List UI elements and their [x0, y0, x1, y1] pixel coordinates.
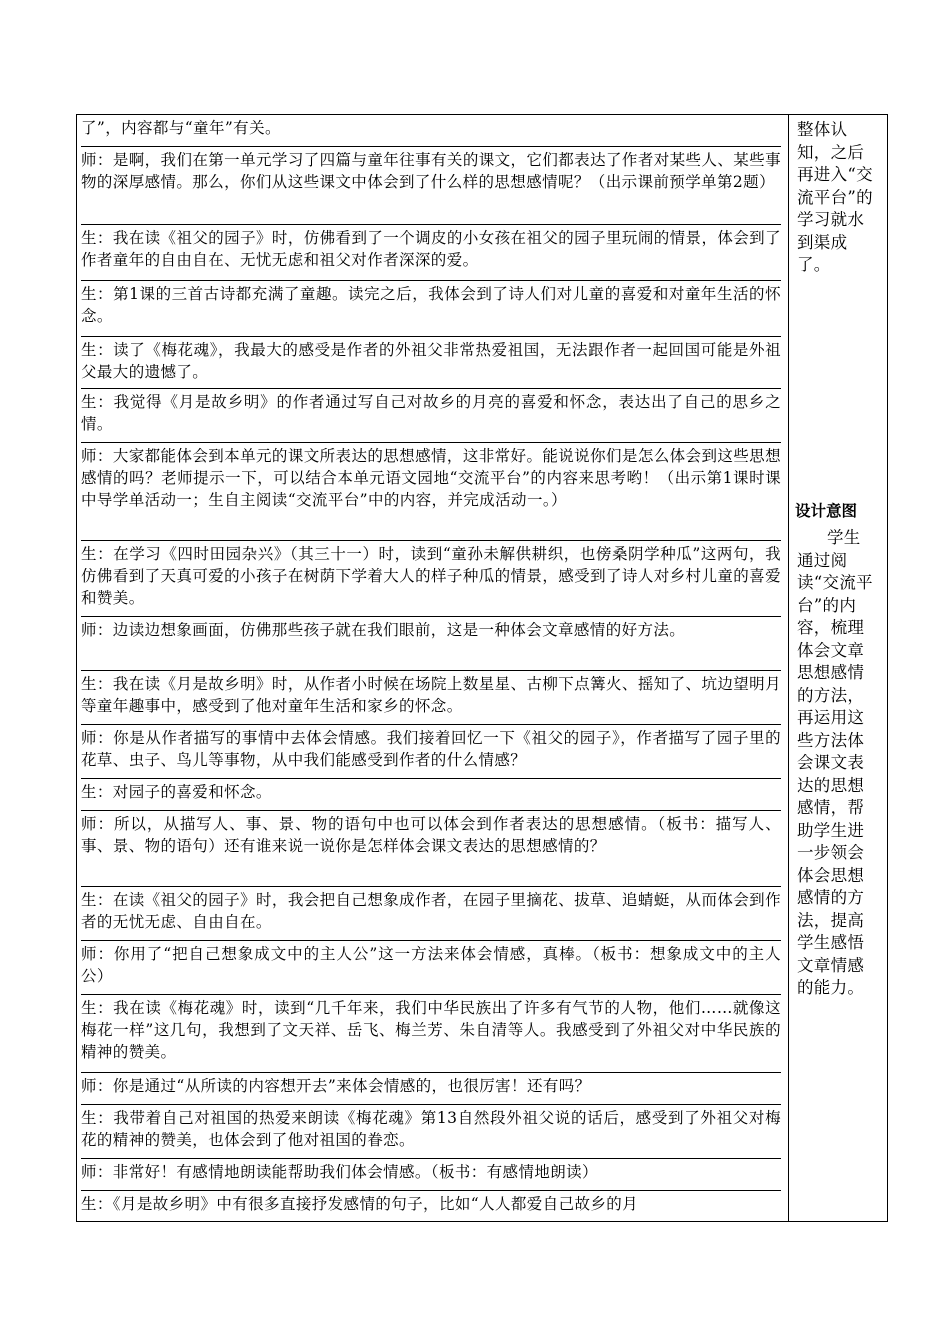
dialogue-paragraph: 生：我在读《梅花魂》时，读到“几千年来，我们中华民族出了许多有气节的人物，他们……就像这梅花一样”这几句，我想到了文天祥、岳飞、梅兰芳、朱自清等人。我感受到了外祖父对中华民族的精神的赞美。: [81, 997, 781, 1073]
lesson-table: [76, 114, 888, 1222]
dialogue-paragraph: 生：在学习《四时田园杂兴》（其三十一）时，读到“童孙未解供耕织，也傍桑阴学种瓜”这两句，我仿佛看到了天真可爱的小孩子在树荫下学着大人的样子种瓜的情景，感受到了诗人对乡村儿童的喜爱和赞美。: [81, 543, 781, 617]
notes-column: [789, 115, 887, 1221]
dialogue-paragraph: 师：边读边想象画面，仿佛那些孩子就在我们眼前，这是一种体会文章感情的好方法。: [81, 619, 781, 671]
dialogue-paragraph: 生：我觉得《月是故乡明》的作者通过写自己对故乡的月亮的喜爱和怀念，表达出了自己的思乡之情。: [81, 391, 781, 443]
dialogue-paragraph: 师：你是通过“从所读的内容想开去”来体会情感的，也很厉害！还有吗？: [81, 1075, 781, 1105]
dialogue-paragraph: 师：你是从作者描写的事情中去体会情感。我们接着回忆一下《祖父的园子》，作者描写了园子里的花草、虫子、鸟儿等事物，从中我们能感受到作者的什么情感？: [81, 727, 781, 779]
dialogue-paragraph: 师：是啊，我们在第一单元学习了四篇与童年往事有关的课文，它们都表达了作者对某些人、某些事物的深厚感情。那么，你们从这些课文中体会到了什么样的思想感情呢？（出示课前预学单第2题）: [81, 149, 781, 225]
design-intent-text: 学生通过阅读“交流平台”的内容，梳理体会文章思想感情的方法，再运用这些方法体会课文表达的思想感情，帮助学生进一步领会体会思想感情的方法，提高学生感悟文章情感的能力。: [797, 528, 873, 997]
dialogue-paragraph: 生：《月是故乡明》中有很多直接抒发感情的句子，比如“人人都爱自己故乡的月: [81, 1195, 639, 1213]
dialogue-column: [77, 115, 789, 1221]
dialogue-paragraph: 生：我在读《月是故乡明》时，从作者小时候在场院上数星星、古柳下点篝火、摇知了、坑边望明月等童年趣事中，感受到了他对童年生活和家乡的怀念。: [81, 673, 781, 725]
side-note-top: 整体认知，之后再进入“交流平台”的学习就水到渠成了。: [797, 120, 873, 274]
dialogue-paragraph: 生：第1课的三首古诗都充满了童趣。读完之后，我体会到了诗人们对儿童的喜爱和对童年生活的怀念。: [81, 283, 781, 337]
dialogue-paragraph: 生：我带着自己对祖国的热爱来朗读《梅花魂》第13自然段外祖父说的话后，感受到了外祖父对梅花的精神的赞美，也体会到了他对祖国的眷恋。: [81, 1107, 781, 1159]
dialogue-paragraph: 师：非常好！有感情地朗读能帮助我们体会情感。（板书：有感情地朗读）: [81, 1161, 781, 1191]
design-intent-title: 设计意图: [795, 502, 858, 520]
dialogue-paragraph: 师：你用了“把自己想象成文中的主人公”这一方法来体会情感，真棒。（板书：想象成文中的主人公）: [81, 943, 781, 995]
dialogue-paragraph: 师：大家都能体会到本单元的课文所表达的思想感情，这非常好。能说说你们是怎么体会到这些思想感情的吗？老师提示一下，可以结合本单元语文园地“交流平台”的内容来思考哟！（出示第1课时课中导学单活动一；生自主阅读“交流平台”中的内容，并完成活动一。）: [81, 445, 781, 541]
dialogue-paragraph: 师：所以，从描写人、事、景、物的语句中也可以体会到作者表达的思想感情。（板书：描写人、事、景、物的语句）还有谁来说一说你是怎样体会课文表达的思想感情的？: [81, 813, 781, 887]
dialogue-paragraph: 生：在读《祖父的园子》时，我会把自己想象成作者，在园子里摘花、拔草、追蜻蜓，从而体会到作者的无忧无虑、自由自在。: [81, 889, 781, 941]
dialogue-paragraph: 了”，内容都与“童年”有关。: [81, 117, 781, 147]
dialogue-paragraph: 生：我在读《祖父的园子》时，仿佛看到了一个调皮的小女孩在祖父的园子里玩闹的情景，体会到了作者童年的自由自在、无忧无虑和祖父对作者深深的爱。: [81, 227, 781, 281]
dialogue-paragraph: 生：对园子的喜爱和怀念。: [81, 781, 781, 811]
dialogue-paragraph: 生：读了《梅花魂》，我最大的感受是作者的外祖父非常热爱祖国，无法跟作者一起回国可能是外祖父最大的遗憾了。: [81, 339, 781, 389]
